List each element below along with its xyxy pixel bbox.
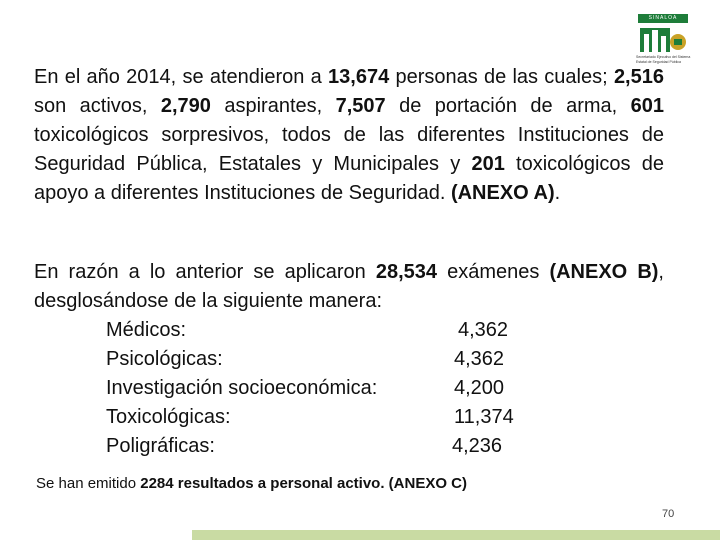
exam-label: Toxicológicas: — [106, 406, 231, 428]
exam-row-psychological — [106, 345, 546, 374]
text-run: En el año 2014, se atendieron a — [34, 66, 329, 88]
surprise-toxicology-count: 601 — [630, 95, 664, 117]
text-run: exámenes — [437, 261, 550, 283]
annex-a-reference: (ANEXO A) — [450, 182, 555, 204]
exam-value: 4,200 — [454, 377, 505, 399]
logo-caption: Secretariado Ejecutivo del Sistema Estatal de Seguridad Pública — [636, 55, 691, 64]
logo-emblem-icon — [640, 24, 686, 54]
text-run: toxicológicos sorpresivos, todos de las diferentes Instituciones de Seguridad Pública, Estatales y Municipales y — [34, 124, 664, 175]
exam-value: 11,374 — [454, 406, 514, 428]
text-run: de portación de arma, — [385, 95, 631, 117]
paragraph-exams-intro — [34, 258, 664, 316]
total-exams: 28,534 — [375, 261, 438, 283]
paragraph-attention-summary — [34, 63, 664, 208]
footer-bar — [192, 530, 720, 540]
text-run: Se han emitido — [36, 475, 141, 492]
text-run: son activos, — [34, 95, 161, 117]
exam-breakdown-list — [106, 316, 546, 461]
exam-row-toxicology — [106, 403, 546, 432]
total-persons: 13,674 — [328, 66, 390, 88]
weapon-permit-count: 7,507 — [335, 95, 386, 117]
annex-b-reference: (ANEXO B) — [549, 261, 659, 283]
active-count: 2,516 — [613, 66, 664, 88]
text-run: personas de las cuales; — [389, 66, 614, 88]
sinaloa-logo — [636, 14, 691, 68]
exam-row-polygraph — [106, 432, 546, 461]
exam-row-socioeconomic — [106, 374, 546, 403]
text-run: toxicológicos de apoyo a diferentes Instituciones de Seguridad. — [34, 153, 664, 204]
applicant-count: 2,790 — [160, 95, 211, 117]
logo-banner: SINALOA — [638, 14, 688, 23]
text-run: . — [554, 182, 561, 204]
support-toxicology-count: 201 — [471, 153, 505, 175]
page-number: 70 — [662, 508, 675, 520]
text-run: , desglosándose de la siguiente manera: — [34, 261, 664, 312]
exam-label: Investigación socioeconómica: — [106, 377, 378, 399]
exam-label: Psicológicas: — [106, 348, 223, 370]
exam-value: 4,236 — [452, 435, 503, 457]
exam-label: Médicos: — [106, 319, 187, 341]
exam-value: 4,362 — [454, 348, 505, 370]
footnote-results — [36, 474, 467, 494]
results-emitted: 2284 resultados a personal activo. (ANEXO C) — [140, 475, 468, 492]
exam-value: 4,362 — [458, 319, 509, 341]
exam-label: Poligráficas: — [106, 435, 215, 457]
exam-row-medical — [106, 316, 546, 345]
text-run: aspirantes, — [210, 95, 336, 117]
text-run: En razón a lo anterior se aplicaron — [34, 261, 376, 283]
